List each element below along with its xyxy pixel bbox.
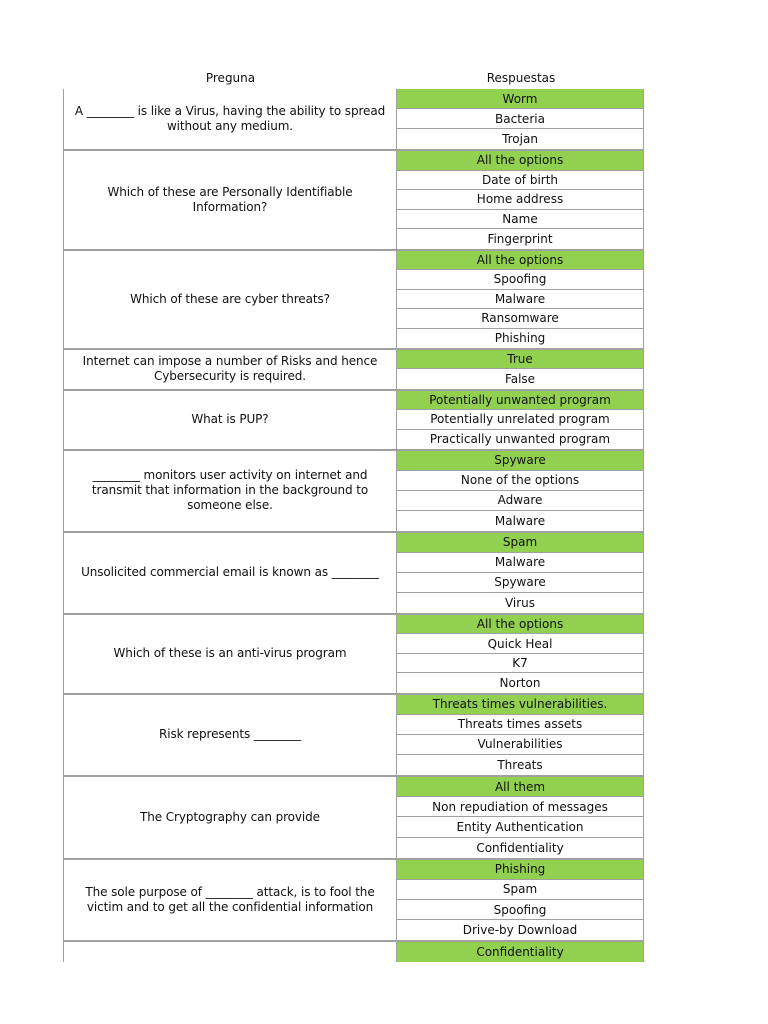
answer-cell: Phishing bbox=[397, 329, 644, 349]
answer-list bbox=[397, 533, 644, 613]
answer-list bbox=[397, 695, 644, 775]
answer-list bbox=[397, 251, 644, 349]
question-text: Which of these are Personally Identifiable Information? bbox=[63, 151, 397, 249]
correct-answer-cell: True bbox=[397, 350, 644, 369]
question-row bbox=[63, 391, 644, 451]
correct-answer-cell: Threats times vulnerabilities. bbox=[397, 695, 644, 715]
question-row bbox=[63, 451, 644, 533]
question-text: A ________ is like a Virus, having the ability to spread without any medium. bbox=[63, 89, 397, 149]
question-text: What is PUP? bbox=[63, 391, 397, 449]
answer-cell: Fingerprint bbox=[397, 229, 644, 249]
answer-list bbox=[397, 860, 644, 941]
answer-cell: Malware bbox=[397, 290, 644, 310]
answer-list bbox=[397, 451, 644, 531]
question-row bbox=[63, 533, 644, 615]
answer-cell: Adware bbox=[397, 491, 644, 511]
answer-cell: Malware bbox=[397, 511, 644, 531]
correct-answer-cell: All the options bbox=[397, 151, 644, 171]
correct-answer-cell: Confidentiality bbox=[397, 942, 644, 962]
question-column-header: Preguna bbox=[205, 71, 256, 85]
answer-cell: Spoofing bbox=[397, 900, 644, 920]
question-text: Risk represents ________ bbox=[63, 695, 397, 775]
question-row bbox=[63, 350, 644, 391]
quiz-table bbox=[63, 89, 644, 962]
question-text: Internet can impose a number of Risks and hence Cybersecurity is required. bbox=[63, 350, 397, 389]
question-row bbox=[63, 777, 644, 860]
answer-list bbox=[397, 151, 644, 249]
answer-cell: Spam bbox=[397, 880, 644, 900]
question-row bbox=[63, 89, 644, 151]
answer-cell: Threats times assets bbox=[397, 715, 644, 735]
answer-cell: Ransomware bbox=[397, 309, 644, 329]
question-text: Unsolicited commercial email is known as ________ bbox=[63, 533, 397, 613]
correct-answer-cell: Potentially unwanted program bbox=[397, 391, 644, 410]
answer-list bbox=[397, 89, 644, 149]
correct-answer-cell: Phishing bbox=[397, 860, 644, 880]
question-text: ________ monitors user activity on internet and transmit that information in the background to someone else. bbox=[63, 451, 397, 531]
answer-cell: Spyware bbox=[397, 573, 644, 593]
answer-cell: Name bbox=[397, 210, 644, 230]
question-row bbox=[63, 151, 644, 251]
answer-cell: Quick Heal bbox=[397, 634, 644, 654]
answer-cell: Entity Authentication bbox=[397, 817, 644, 837]
answer-cell: Threats bbox=[397, 755, 644, 775]
answer-cell: None of the options bbox=[397, 471, 644, 491]
answer-list bbox=[397, 777, 644, 858]
answer-cell: Virus bbox=[397, 593, 644, 613]
answer-cell: Drive-by Download bbox=[397, 920, 644, 940]
question-text: The Cryptography can provide bbox=[63, 777, 397, 858]
answer-cell: Bacteria bbox=[397, 109, 644, 129]
question-row bbox=[63, 860, 644, 943]
answer-list bbox=[397, 615, 644, 693]
question-row bbox=[63, 695, 644, 777]
answer-column-header: Respuestas bbox=[486, 71, 556, 85]
answer-list bbox=[397, 942, 644, 962]
answer-list bbox=[397, 391, 644, 449]
answer-cell: Norton bbox=[397, 673, 644, 693]
question-text: Which of these is an anti-virus program bbox=[63, 615, 397, 693]
correct-answer-cell: Spam bbox=[397, 533, 644, 553]
answer-cell: Spoofing bbox=[397, 270, 644, 290]
correct-answer-cell: All the options bbox=[397, 615, 644, 635]
answer-cell: Vulnerabilities bbox=[397, 735, 644, 755]
question-row bbox=[63, 615, 644, 695]
answer-cell: Malware bbox=[397, 553, 644, 573]
answer-cell: Trojan bbox=[397, 129, 644, 149]
question-row bbox=[63, 251, 644, 351]
question-text: The sole purpose of ________ attack, is to fool the victim and to get all the confidential information bbox=[63, 860, 397, 941]
correct-answer-cell: Spyware bbox=[397, 451, 644, 471]
answer-list bbox=[397, 350, 644, 389]
answer-cell: Potentially unrelated program bbox=[397, 410, 644, 429]
answer-cell: Non repudiation of messages bbox=[397, 797, 644, 817]
answer-cell: Home address bbox=[397, 190, 644, 210]
answer-cell: Practically unwanted program bbox=[397, 430, 644, 449]
answer-cell: Date of birth bbox=[397, 171, 644, 191]
question-row bbox=[63, 942, 644, 962]
correct-answer-cell: All them bbox=[397, 777, 644, 797]
answer-cell: K7 bbox=[397, 654, 644, 674]
question-text: Which of these are cyber threats? bbox=[63, 251, 397, 349]
correct-answer-cell: Worm bbox=[397, 89, 644, 109]
answer-cell: False bbox=[397, 369, 644, 388]
answer-cell: Confidentiality bbox=[397, 838, 644, 858]
correct-answer-cell: All the options bbox=[397, 251, 644, 271]
question-text bbox=[63, 942, 397, 962]
